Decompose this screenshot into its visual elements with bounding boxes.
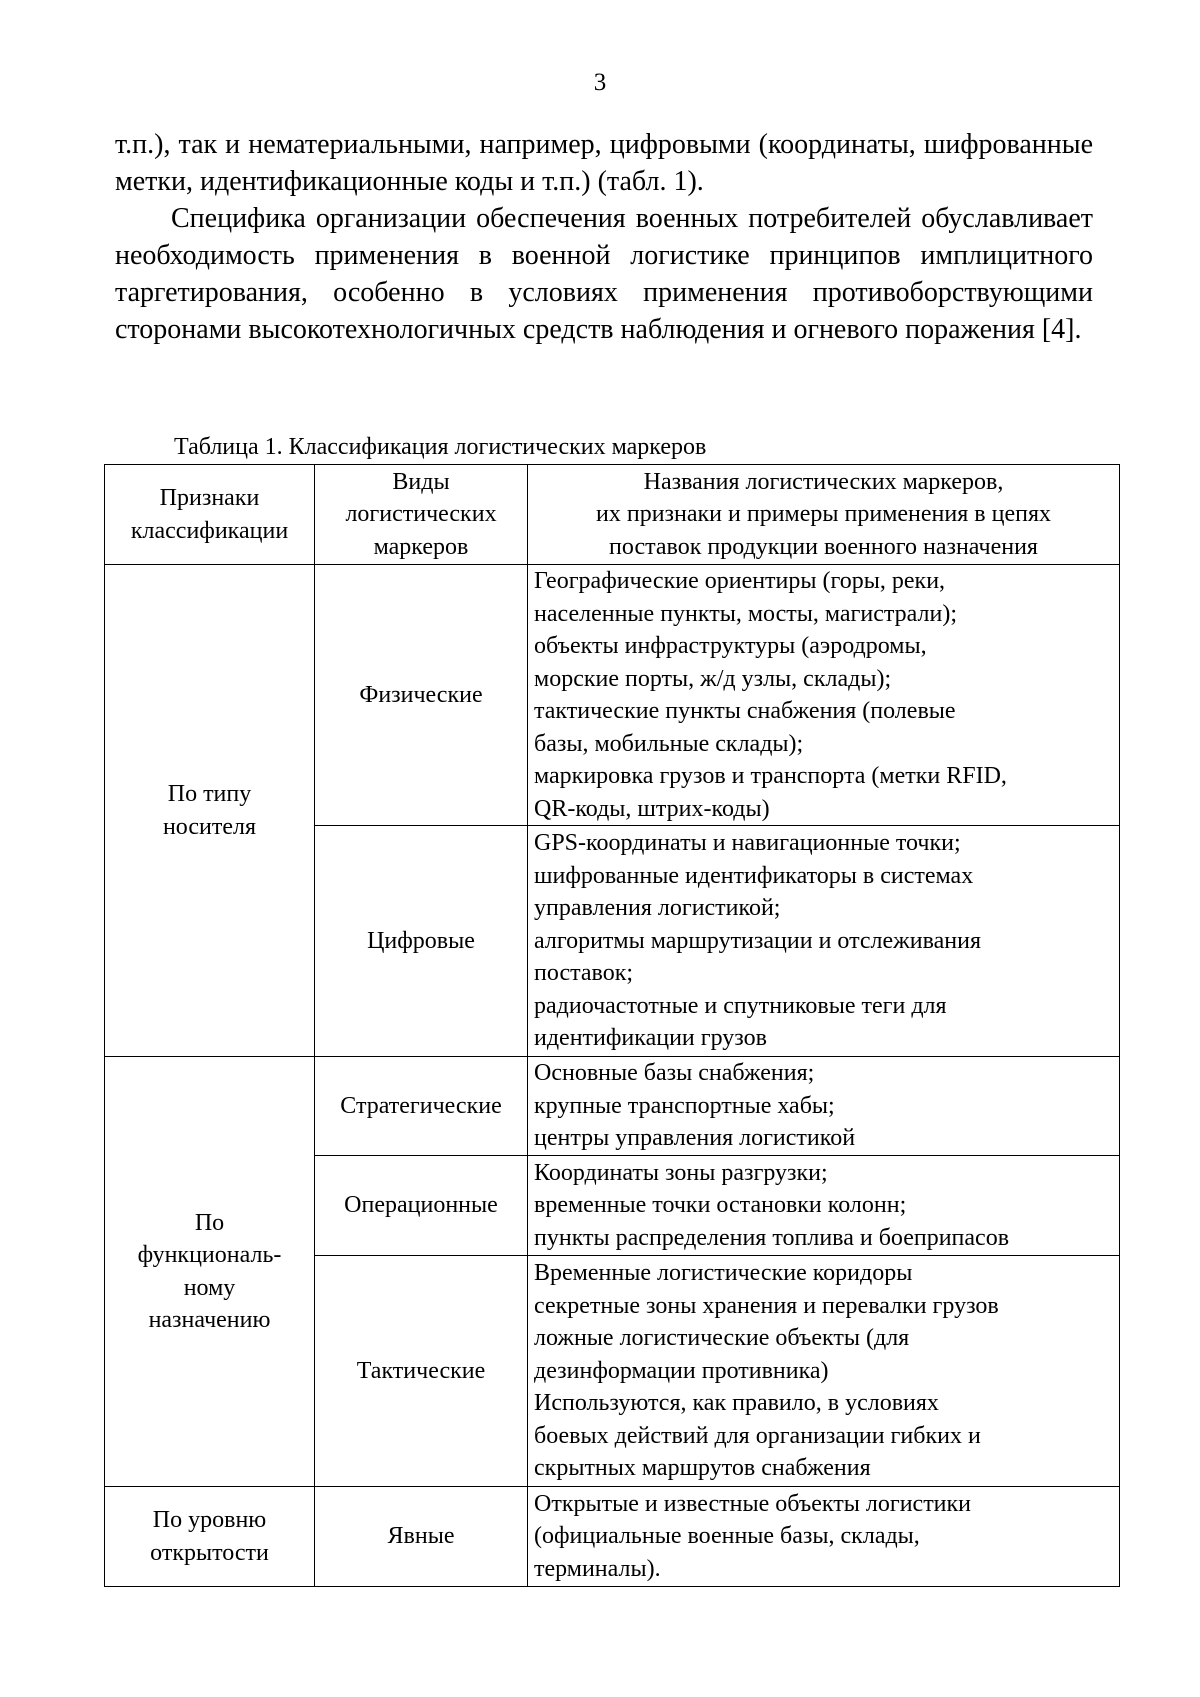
- group-label-line: По типу: [167, 781, 252, 807]
- header-marker-types-line: Виды: [392, 468, 450, 495]
- description-line: (официальные военные базы, склады,: [534, 1523, 920, 1550]
- description-line: боевых действий для организации гибких и: [534, 1422, 981, 1449]
- header-criteria-line: классификации: [130, 517, 289, 544]
- description-line: поставок;: [534, 960, 634, 987]
- marker-type-physical: Физические: [315, 565, 528, 826]
- table-row: [105, 1057, 1120, 1156]
- description-line: Координаты зоны разгрузки;: [534, 1159, 828, 1186]
- marker-description-physical: [528, 565, 1120, 826]
- table-header-row: [105, 465, 1120, 565]
- marker-type-digital: Цифровые: [315, 826, 528, 1057]
- description-line: QR-коды, штрих-коды): [534, 795, 770, 822]
- group-label-line: носителя: [162, 813, 257, 840]
- table-row: [105, 1487, 1120, 1587]
- header-marker-names-line: Названия логистических маркеров,: [643, 468, 1004, 495]
- description-line: ложные логистические объекты (для: [534, 1325, 910, 1352]
- page-number: 3: [593, 69, 607, 96]
- description-line: маркировка грузов и транспорта (метки RFID,: [534, 763, 1007, 789]
- paragraph-specifics: Специфика организации обеспечения военных потребителей обуславливает необходимость применения в военной логистике принципов имплицитного таргетирования, особенно в условиях применения противоборствующими сторонами высокотехнологичных средств наблюдения и огневого поражения [4].: [115, 203, 1093, 345]
- description-line: временные точки остановки колонн;: [534, 1192, 907, 1219]
- header-marker-types-line: логистических: [345, 501, 497, 528]
- group-label-line: функциональ-: [137, 1242, 282, 1268]
- description-line: терминалы).: [534, 1555, 661, 1582]
- description-line: крупные транспортные хабы;: [534, 1092, 835, 1119]
- header-marker-types: [315, 465, 528, 565]
- table-row: [105, 565, 1120, 826]
- marker-description-tactical: [528, 1256, 1120, 1487]
- header-marker-names-line: поставок продукции военного назначения: [609, 533, 1038, 560]
- group-label-line: открытости: [150, 1539, 269, 1566]
- group-functional-purpose: [105, 1057, 315, 1487]
- group-label-line: назначению: [148, 1307, 271, 1333]
- description-line: тактические пункты снабжения (полевые: [534, 698, 956, 724]
- description-line: скрытных маршрутов снабжения: [534, 1455, 871, 1482]
- description-line: базы, мобильные склады);: [534, 730, 804, 757]
- marker-description-digital: [528, 826, 1120, 1057]
- group-label-line: По уровню: [152, 1507, 267, 1533]
- description-line: шифрованные идентификаторы в системах: [534, 862, 974, 889]
- description-line: GPS-координаты и навигационные точки;: [534, 830, 961, 857]
- description-line: дезинформации противника): [534, 1357, 829, 1384]
- marker-description-explicit: [528, 1487, 1120, 1587]
- group-carrier-type: [105, 565, 315, 1057]
- group-openness-level: [105, 1487, 315, 1587]
- description-line: Временные логистические коридоры: [534, 1260, 913, 1287]
- table-caption: Таблица 1. Классификация логистических маркеров: [174, 434, 707, 460]
- marker-type-operational: Операционные: [315, 1156, 528, 1256]
- group-label-line: ному: [183, 1274, 236, 1301]
- paragraph-continuation: т.п.), так и нематериальными, например, цифровыми (координаты, шифрованные метки, идентификационные коды и т.п.) (табл. 1).: [115, 129, 1093, 197]
- group-label-line: По: [194, 1209, 225, 1236]
- description-line: морские порты, ж/д узлы, склады);: [534, 665, 892, 692]
- description-line: идентификации грузов: [534, 1025, 767, 1052]
- description-line: Используются, как правило, в условиях: [534, 1390, 939, 1417]
- description-line: алгоритмы маршрутизации и отслеживания: [534, 927, 981, 954]
- description-line: Открытые и известные объекты логистики: [534, 1490, 972, 1517]
- description-line: секретные зоны хранения и перевалки грузов: [534, 1292, 999, 1319]
- description-line: радиочастотные и спутниковые теги для: [534, 992, 947, 1019]
- header-marker-types-line: маркеров: [373, 533, 469, 560]
- marker-type-explicit: Явные: [315, 1487, 528, 1587]
- description-line: Основные базы снабжения;: [534, 1060, 815, 1087]
- description-line: центры управления логистикой: [534, 1125, 856, 1152]
- description-line: населенные пункты, мосты, магистрали);: [534, 600, 958, 627]
- header-criteria-line: Признаки: [159, 485, 260, 511]
- description-line: Географические ориентиры (горы, реки,: [534, 568, 946, 594]
- marker-description-strategic: [528, 1057, 1120, 1156]
- marker-type-strategic: Стратегические: [315, 1057, 528, 1156]
- header-criteria: [105, 465, 315, 565]
- header-marker-names: [528, 465, 1120, 565]
- marker-type-tactical: Тактические: [315, 1256, 528, 1487]
- header-marker-names-line: их признаки и примеры применения в цепях: [596, 501, 1051, 528]
- marker-description-operational: [528, 1156, 1120, 1256]
- description-line: управления логистикой;: [534, 895, 781, 922]
- classification-table: [104, 464, 1120, 1587]
- description-line: пункты распределения топлива и боеприпасов: [534, 1224, 1010, 1251]
- body-text: [115, 126, 1093, 348]
- description-line: объекты инфраструктуры (аэродромы,: [534, 633, 927, 659]
